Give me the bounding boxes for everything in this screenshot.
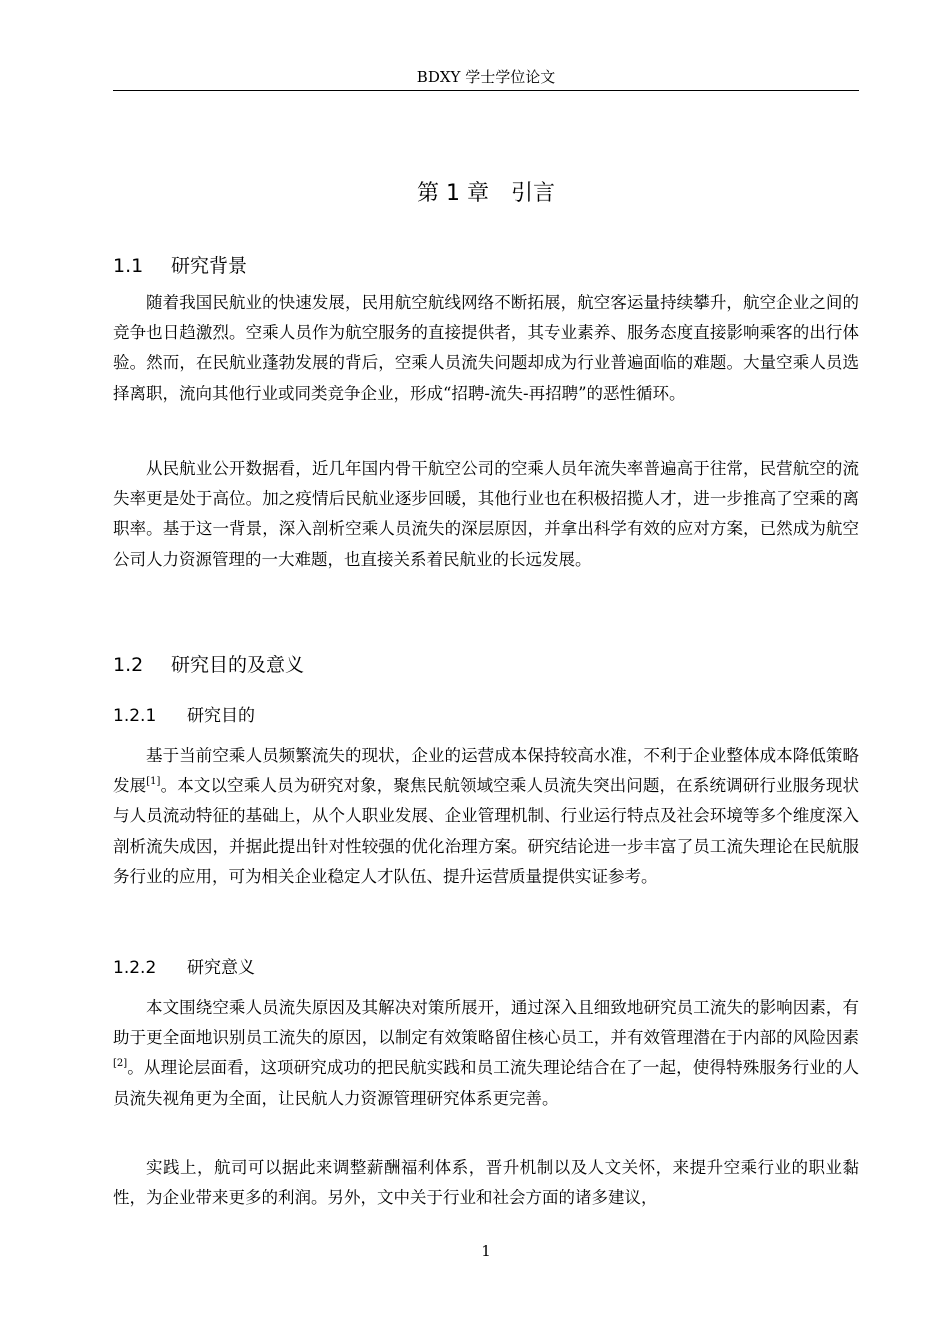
subsection-number: 1.2.1 (113, 706, 157, 726)
subsection-title: 研究意义 (187, 958, 255, 978)
paragraph-significance-2: 实践上，航司可以据此来调整薪酬福利体系，晋升机制以及人文关怀，来提升空乘行业的职业黏性，为企业带来更多的利润。另外，文中关于行业和社会方面的诸多建议， (113, 1158, 859, 1208)
paragraph-text: 。本文以空乘人员为研究对象，聚焦民航领域空乘人员流失突出问题，在系统调研行业服务现状与人员流动特征的基础上，从个人职业发展、企业管理机制、行业运行特点及社会环境等多个维度深入剖析流失成因，并据此提出针对性较强的优化治理方案。研究结论进一步丰富了员工流失理论在民航服务行业的应用，可为相关企业稳定人才队伍、提升运营质量提供实证参考。 (113, 776, 860, 886)
subsection-heading-1-2-2 (113, 954, 255, 982)
subsection-title: 研究目的 (187, 706, 255, 726)
section-heading-1-2 (113, 650, 304, 680)
paragraph-background-2: 从民航业公开数据看，近几年国内骨干航空公司的空乘人员年流失率普遍高于往常，民营航空的流失率更是处于高位。加之疫情后民航业逐步回暖，其他行业也在积极招揽人才，进一步推高了空乘的离职率。基于这一背景，深入剖析空乘人员流失的深层原因，并拿出科学有效的应对方案，已然成为航空公司人力资源管理的一大难题，也直接关系着民航业的长远发展。 (113, 459, 859, 569)
section-title: 研究目的及意义 (171, 654, 305, 676)
chapter-title (113, 176, 859, 212)
subsection-heading-1-2-1 (113, 702, 255, 730)
section-number: 1.1 (113, 255, 144, 277)
paragraph-text: 基于当前空乘人员频繁流失的现状，企业的运营成本保持较高水准，不利于企业整体成本降低策略发展 (113, 746, 859, 796)
paragraph-purpose (113, 741, 859, 892)
section-title: 研究背景 (171, 255, 248, 277)
running-header: BDXY 学士学位论文 (416, 68, 556, 86)
citation-ref-1: [1] (146, 776, 161, 788)
paragraph-background-1: 随着我国民航业的快速发展，民用航空航线网络不断拓展，航空客运量持续攀升，航空企业之间的竞争也日趋激烈。空乘人员作为航空服务的直接提供者，其专业素养、服务态度直接影响乘客的出行体验。然而，在民航业蓬勃发展的背后，空乘人员流失问题却成为行业普遍面临的难题。大量空乘人员选择离职，流向其他行业或同类竞争企业，形成“招聘-流失-再招聘”的恶性循环。 (113, 293, 859, 403)
citation-ref-2: [2] (113, 1058, 128, 1070)
section-number: 1.2 (113, 654, 144, 676)
paragraph-text: 。从理论层面看，这项研究成功的把民航实践和员工流失理论结合在了一起，使得特殊服务行业的人员流失视角更为全面，让民航人力资源管理研究体系更完善。 (113, 1058, 859, 1108)
chapter-title-text: 引言 (510, 181, 555, 206)
paragraph-text: 本文围绕空乘人员流失原因及其解决对策所展开，通过深入且细致地研究员工流失的影响因素，有助于更全面地识别员工流失的原因，以制定有效策略留住核心员工，并有效管理潜在于内部的风险因素 (113, 998, 859, 1048)
paragraph-significance-1 (113, 993, 859, 1114)
subsection-number: 1.2.2 (113, 958, 157, 978)
header-rule (113, 90, 859, 91)
section-heading-1-1 (113, 251, 247, 281)
chapter-number: 第 1 章 (417, 181, 489, 206)
page-number: 1 (481, 1242, 491, 1260)
